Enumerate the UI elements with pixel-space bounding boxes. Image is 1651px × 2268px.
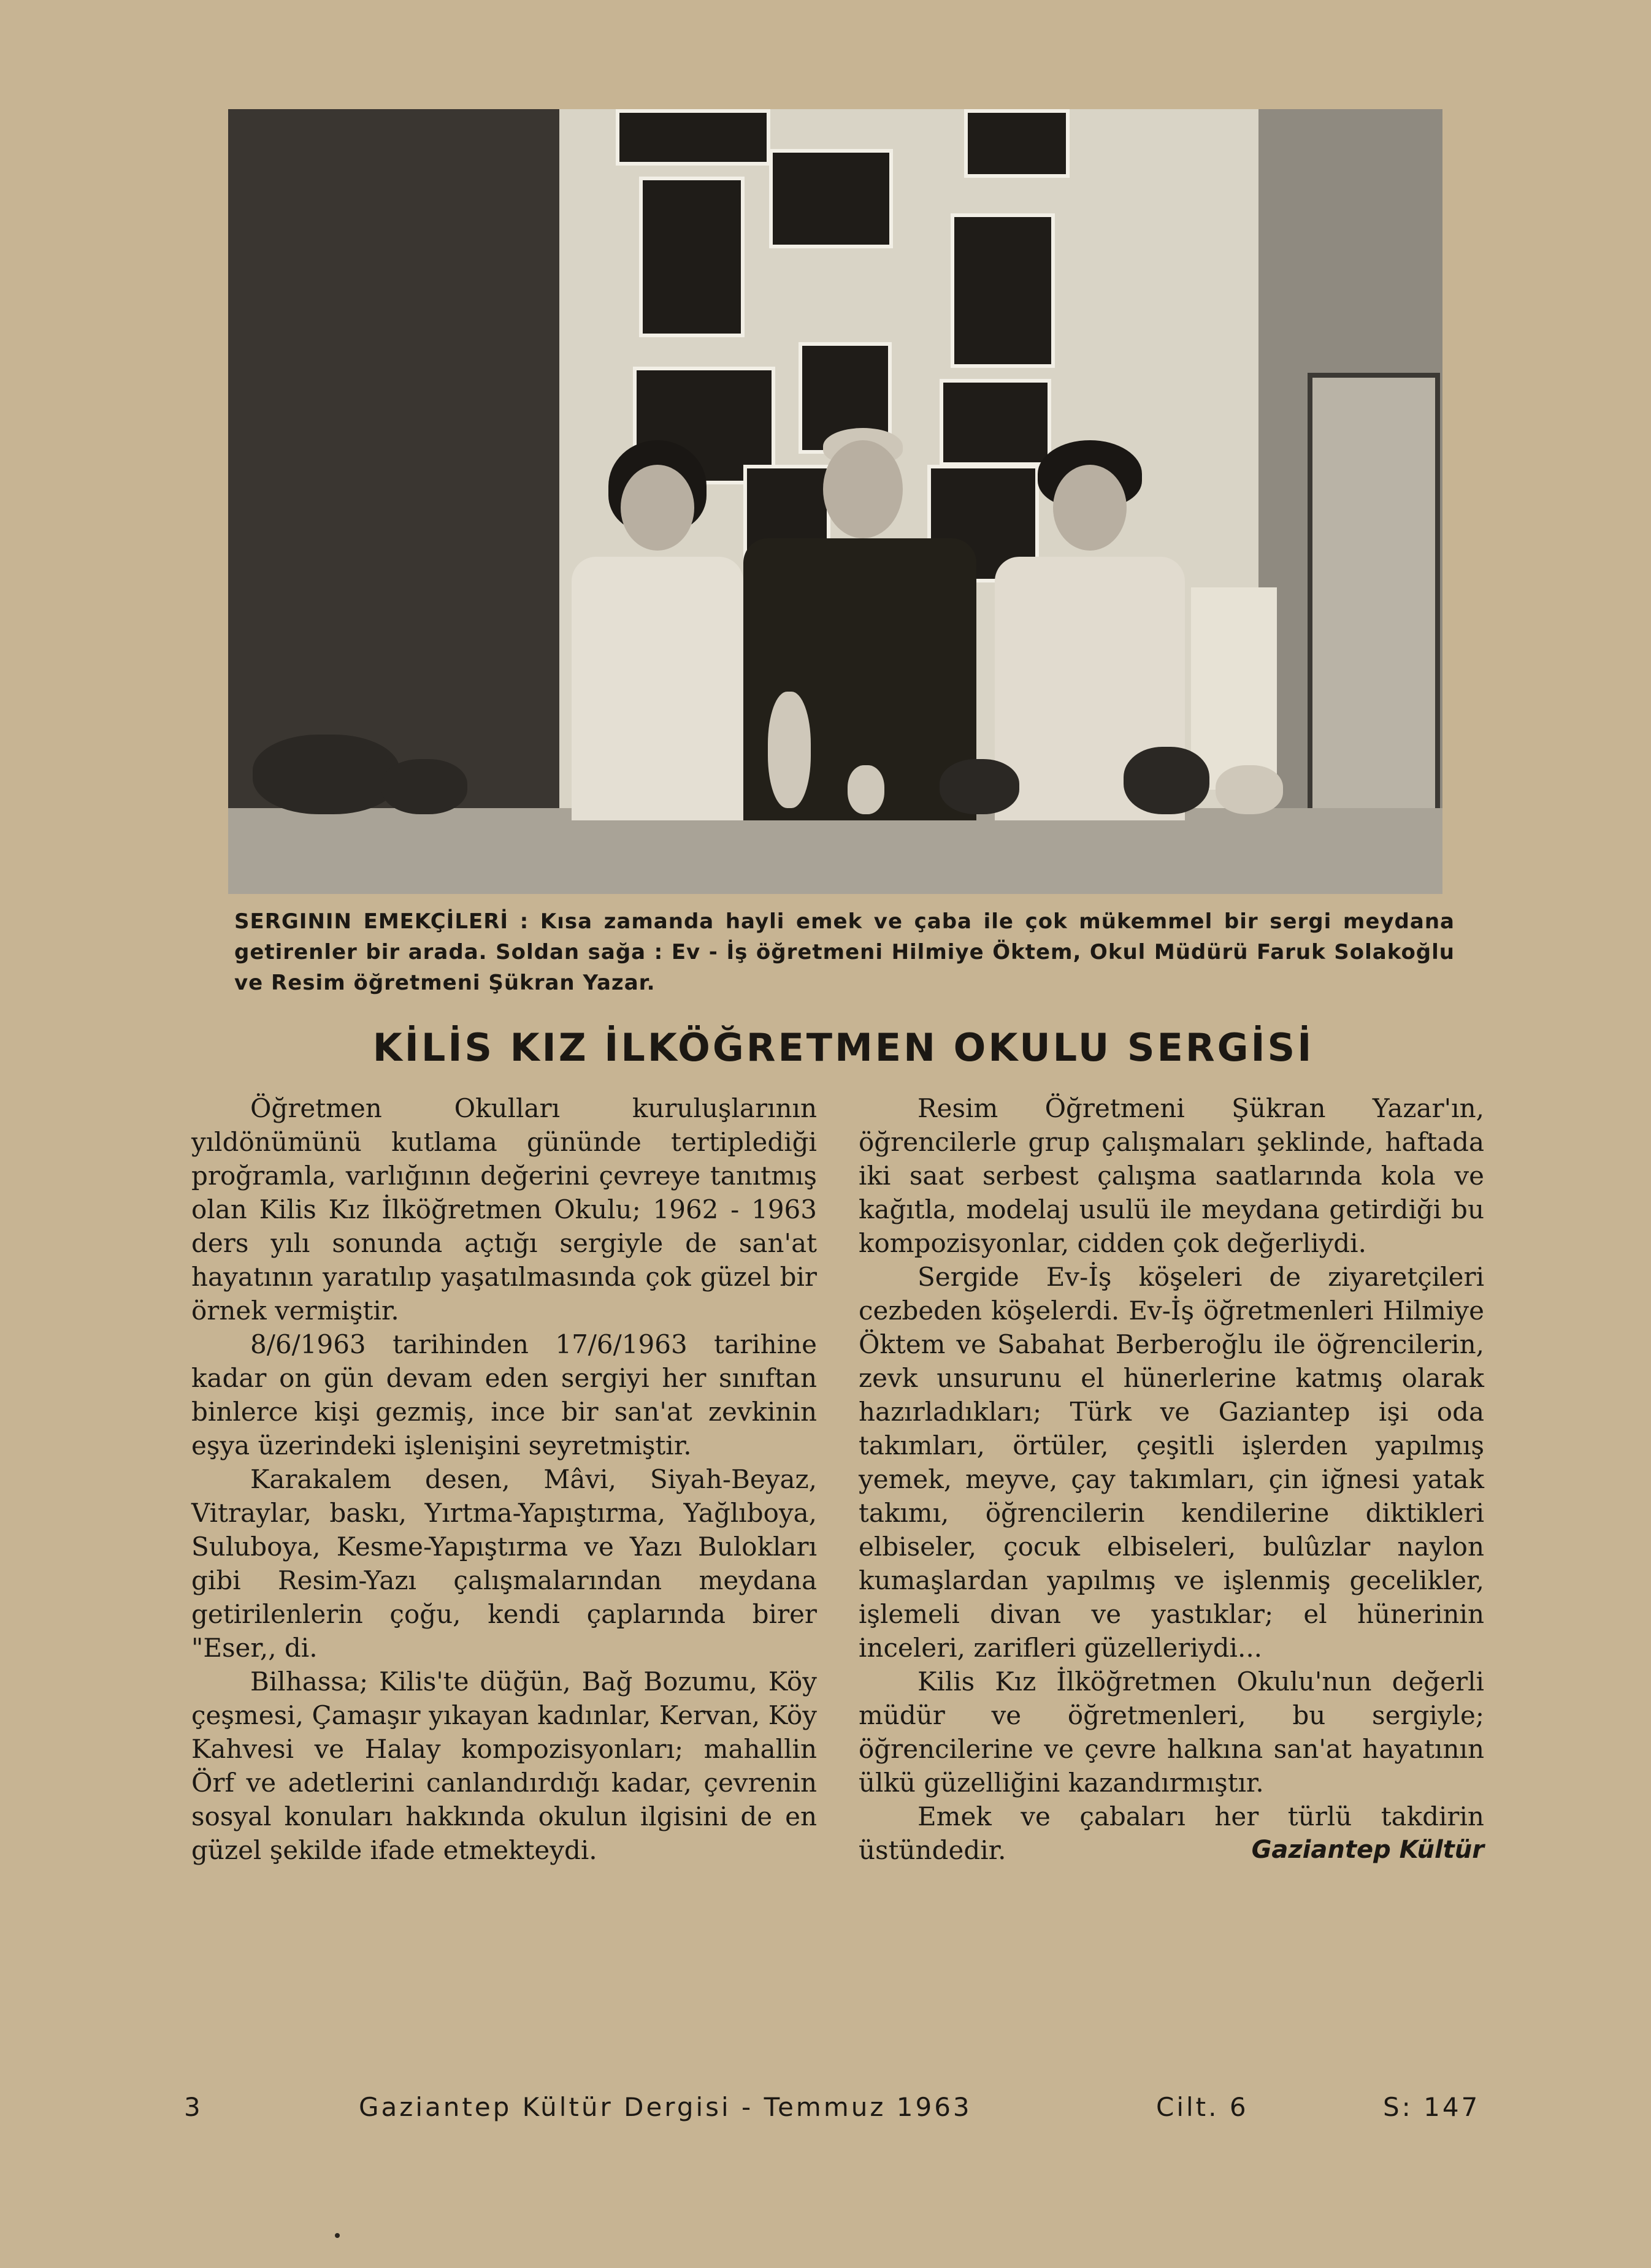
author-signature: Gaziantep Kültür xyxy=(1251,1836,1484,1864)
volume-info: Cilt. 6 xyxy=(1156,2092,1249,2122)
issue-page: S: 147 xyxy=(1383,2092,1481,2122)
page-footer xyxy=(184,2092,1490,2129)
paragraph xyxy=(859,1800,1484,1867)
paragraph: Bilhassa; Kilis'te düğün, Bağ Bozumu, Köy çeşmesi, Çamaşır yıkayan kadınlar, Kervan, Köy Kahvesi ve Halay kompozisyonları; mahallin Örf ve adetlerini canlandırdığı kadar, çevrenin sosyal konuları hakkında okulun ilgisini de en güzel şekilde ifade etmekteydi. xyxy=(191,1667,817,1865)
right-column xyxy=(859,1091,1484,1867)
paragraph: Sergide Ev-İş köşeleri de ziyaretçileri cezbeden köşelerdi. Ev-İş öğretmenleri Hilmiye Öktem ve Sabahat Berberoğlu ile öğrencilerin, zevk unsurunu el hünerlerine katmış olarak hazırladıkları; Türk ve Gaziantep işi oda takımları, örtüler, çeşitli işlerden yapılmış yemek, meyve, çay takımları, çin iğnesi yatak takımı, öğrencilerin kendilerine diktikleri elbiseler, çocuk elbiseleri, bulûzlar naylon kumaşlardan yapılmış ve işlenmiş gecelikler, işlemeli divan ve yastıklar; el hünerinin inceleri, zarifleri güzelleriydi... xyxy=(859,1262,1484,1663)
page-number: 3 xyxy=(184,2092,203,2122)
paragraph: Karakalem desen, Mâvi, Siyah-Beyaz, Vitraylar, baskı, Yırtma-Yapıştırma, Yağlıboya, Suluboya, Kesme-Yapıştırma ve Yazı Bulokları gibi Resim-Yazı çalışmalarından meydana getirilenlerin çoğu, kendi çaplarında birer "Eser,, di. xyxy=(191,1464,817,1663)
ink-dot xyxy=(335,2233,340,2238)
paragraph: Öğretmen Okulları kuruluşlarının yıldönümünü kutlama gününde tertiplediği proğramla, varlığının değerini çevreye tanıtmış olan Kilis Kız İlköğretmen Okulu; 1962 - 1963 ders yılı sonunda açtığı sergiyle de san'at hayatının yaratılıp yaşatılmasında çok güzel bir örnek vermiştir. xyxy=(191,1093,817,1326)
journal-info: Gaziantep Kültür Dergisi - Temmuz 1963 xyxy=(359,2092,972,2122)
photo-caption: SERGININ EMEKÇİLERİ : Kısa zamanda hayli emek ve çaba ile çok mükemmel bir sergi meydana getirenler bir arada. Soldan sağa : Ev - İş öğretmeni Hilmiye Öktem, Okul Müdürü Faruk Solakoğlu ve Resim öğretmeni Şükran Yazar. xyxy=(234,909,1455,995)
article-title: KİLİS KIZ İLKÖĞRETMEN OKULU SERGİSİ xyxy=(372,1025,1314,1070)
left-column xyxy=(191,1091,817,1867)
closing-sentence: Emek ve çabaları her türlü takdirin üstündedir. xyxy=(859,1801,1484,1865)
paragraph: Kilis Kız İlköğretmen Okulu'nun değerli müdür ve öğretmenleri, bu sergiyle; öğrencilerine ve çevre halkına san'at hayatının ülkü güzelliğini kazandırmıştır. xyxy=(859,1667,1484,1798)
exhibition-photo xyxy=(228,109,1442,894)
paragraph: Resim Öğretmeni Şükran Yazar'ın, öğrencilerle grup çalışmaları şeklinde, haftada iki saat serbest çalışma saatlarında kola ve kağıtla, modelaj usulü ile meydana getirdiği bu kompozisyonlar, cidden çok değerliydi. xyxy=(859,1093,1484,1258)
paragraph: 8/6/1963 tarihinden 17/6/1963 tarihine kadar on gün devam eden sergiyi her sınıftan binlerce kişi gezmiş, ince bir san'at zevkinin eşya üzerindeki işlenişini seyretmiştir. xyxy=(191,1329,817,1460)
